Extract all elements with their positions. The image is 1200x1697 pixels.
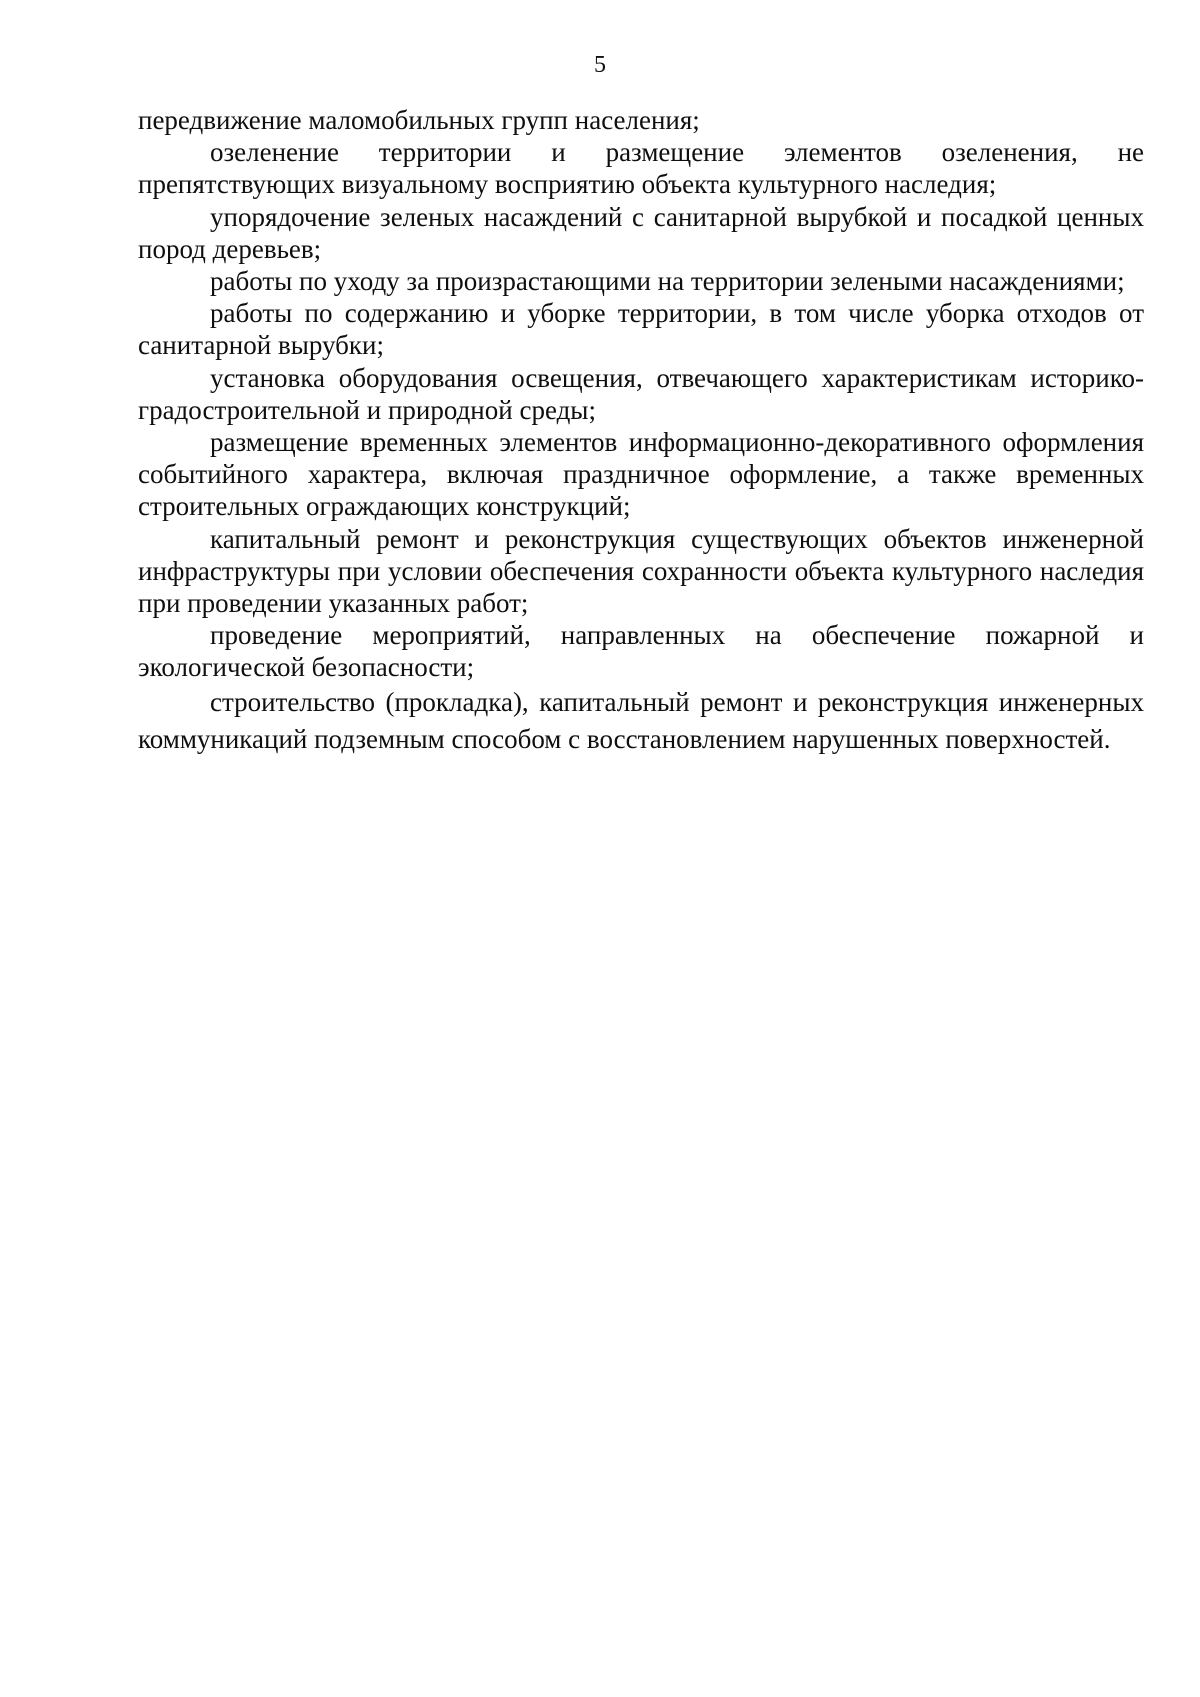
list-item-territory-cleaning: работы по содержанию и уборке территории, в том числе уборка отходов от санитарной вырубки; [138, 298, 1144, 361]
list-item-green-care: работы по уходу за произрастающими на территории зелеными насаждениями; [210, 266, 1125, 297]
document-body [138, 104, 1144, 758]
list-item-safety-measures: проведение мероприятий, направленных на обеспечение пожарной и экологической безопасности; [138, 620, 1144, 683]
list-item-underground-utilities: строительство (прокладка), капитальный ремонт и реконструкция инженерных коммуникаций подземным способом с восстановлением нарушенных поверхностей. [138, 686, 1144, 754]
list-item-decorations: размещение временных элементов информационно-декоративного оформления событийного характера, включая праздничное оформление, а также временных строительных ограждающих конструкций; [138, 427, 1144, 522]
page-number: 5 [594, 52, 606, 78]
list-item-lighting: установка оборудования освещения, отвечающего характеристикам историко-градостроительной и природной среды; [138, 362, 1144, 425]
list-item-greening: озеленение территории и размещение элементов озеленения, не препятствующих визуальному восприятию объекта культурного наследия; [138, 137, 1144, 200]
list-item-mobility: передвижение маломобильных групп населения; [138, 105, 700, 135]
list-item-green-planting: упорядочение зеленых насаждений с санитарной вырубкой и посадкой ценных пород деревьев; [138, 201, 1144, 264]
list-item-infrastructure-repair: капитальный ремонт и реконструкция существующих объектов инженерной инфраструктуры при условии обеспечения сохранности объекта культурного наследия при проведении указанных работ; [138, 523, 1144, 619]
